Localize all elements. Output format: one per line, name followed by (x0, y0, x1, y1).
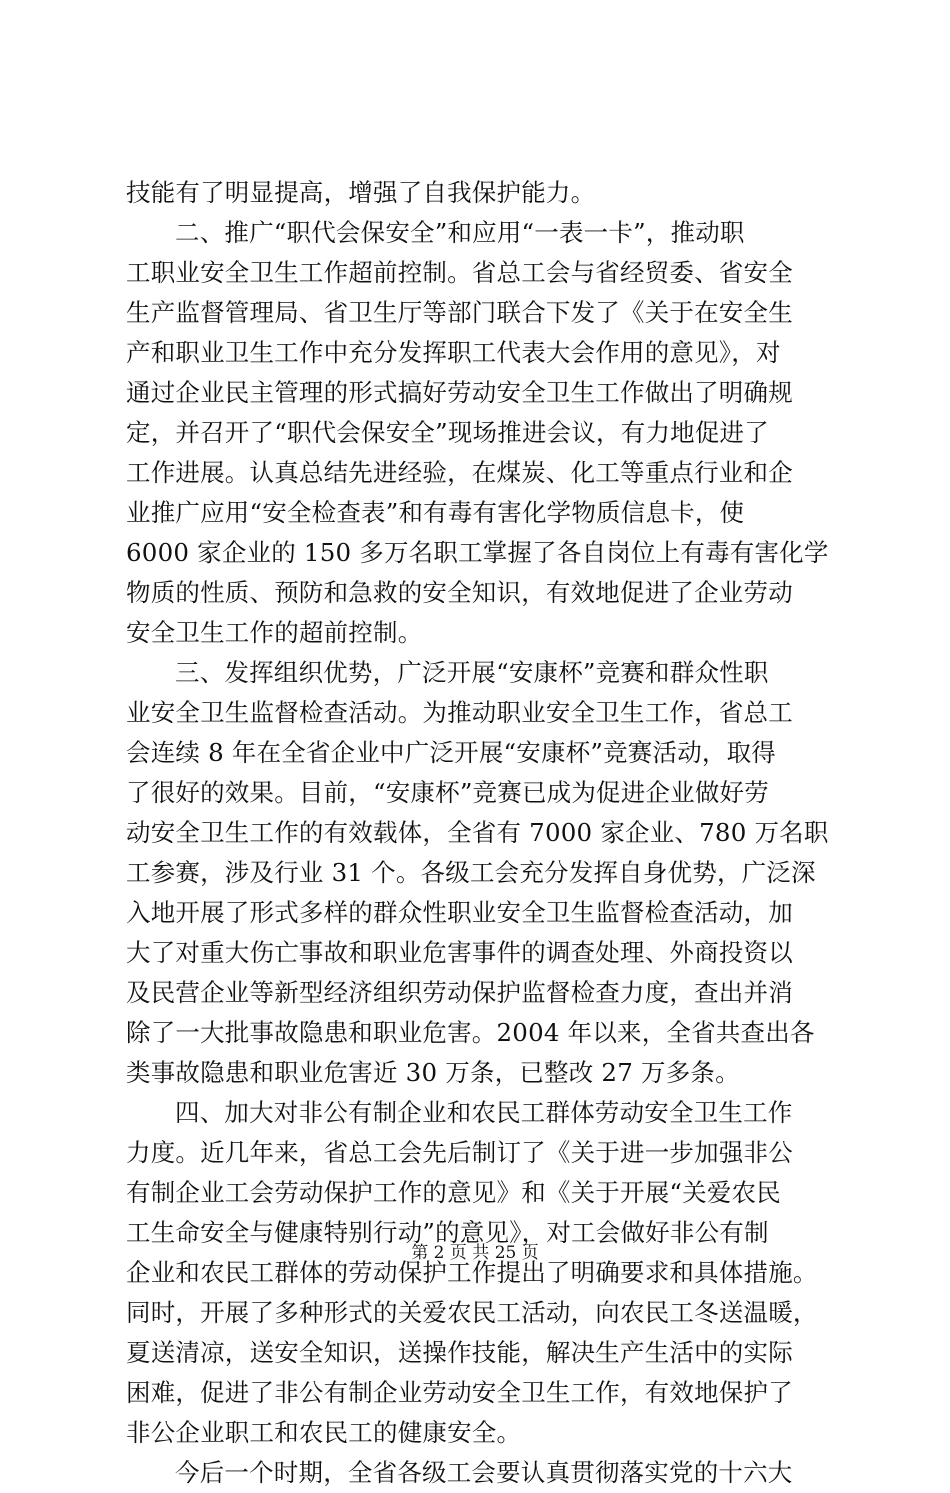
text-line: 四、加大对非公有制企业和农民工群体劳动安全卫生工作 (175, 1098, 793, 1127)
text-line: 工生命安全与健康特别行动”的意见》，对工会做好非公有制 (126, 1218, 769, 1247)
text-line: 除了一大批事故隐患和职业危害。2004 年以来，全省共查出各 (126, 1018, 815, 1047)
text-line: 技能有了明显提高，增强了自我保护能力。 (126, 178, 596, 207)
text-line: 困难，促进了非公有制企业劳动安全卫生工作，有效地保护了 (126, 1378, 793, 1407)
text-line: 夏送清凉，送安全知识，送操作技能，解决生产生活中的实际 (126, 1338, 793, 1367)
text-line: 业安全卫生监督检查活动。为推动职业安全卫生工作，省总工 (126, 698, 793, 727)
text-line: 今后一个时期，全省各级工会要认真贯彻落实党的十六大 (175, 1458, 793, 1487)
text-line: 工职业安全卫生工作超前控制。省总工会与省经贸委、省安全 (126, 258, 793, 287)
text-line: 了很好的效果。目前，“安康杯”竞赛已成为促进企业做好劳 (126, 778, 769, 807)
text-line: 非公企业职工和农民工的健康安全。 (126, 1418, 522, 1447)
text-line: 有制企业工会劳动保护工作的意见》和《关于开展“关爱农民 (126, 1178, 781, 1207)
text-line: 业推广应用“安全检查表”和有毒有害化学物质信息卡，使 (126, 498, 745, 527)
text-line: 类事故隐患和职业危害近 30 万条，已整改 27 万多条。 (126, 1058, 740, 1087)
text-line: 会连续 8 年在全省企业中广泛开展“安康杯”竞赛活动，取得 (126, 738, 777, 767)
text-line: 三、发挥组织优势，广泛开展“安康杯”竞赛和群众性职 (175, 658, 769, 687)
text-line: 定，并召开了“职代会保安全”现场推进会议，有力地促进了 (126, 418, 769, 447)
text-line: 大了对重大伤亡事故和职业危害事件的调查处理、外商投资以 (126, 938, 793, 967)
text-line: 及民营企业等新型经济组织劳动保护监督检查力度，查出并消 (126, 978, 793, 1007)
text-line: 工作进展。认真总结先进经验，在煤炭、化工等重点行业和企 (126, 458, 793, 487)
text-line: 力度。近几年来，省总工会先后制订了《关于进一步加强非公 (126, 1138, 793, 1167)
text-line: 产和职业卫生工作中充分发挥职工代表大会作用的意见》，对 (126, 338, 781, 367)
text-line: 入地开展了形式多样的群众性职业安全卫生监督检查活动，加 (126, 898, 793, 927)
text-line: 工参赛，涉及行业 31 个。各级工会充分发挥自身优势，广泛深 (126, 858, 816, 887)
text-line: 6000 家企业的 150 多万名职工掌握了各自岗位上有毒有害化学 (126, 538, 829, 567)
text-line: 同时，开展了多种形式的关爱农民工活动，向农民工冬送温暖， (126, 1298, 818, 1327)
text-line: 企业和农民工群体的劳动保护工作提出了明确要求和具体措施。 (126, 1258, 818, 1287)
text-line: 通过企业民主管理的形式搞好劳动安全卫生工作做出了明确规 (126, 378, 793, 407)
document-body (126, 173, 846, 1493)
text-line: 生产监督管理局、省卫生厅等部门联合下发了《关于在安全生 (126, 298, 793, 327)
text-line: 物质的性质、预防和急救的安全知识，有效地促进了企业劳动 (126, 578, 793, 607)
page-footer: 第 2 页 共 25 页 (411, 1243, 539, 1263)
text-line: 动安全卫生工作的有效载体，全省有 7000 家企业、780 万名职 (126, 818, 829, 847)
text-line: 二、推广“职代会保安全”和应用“一表一卡”，推动职 (175, 218, 745, 247)
text-line: 安全卫生工作的超前控制。 (126, 618, 423, 647)
